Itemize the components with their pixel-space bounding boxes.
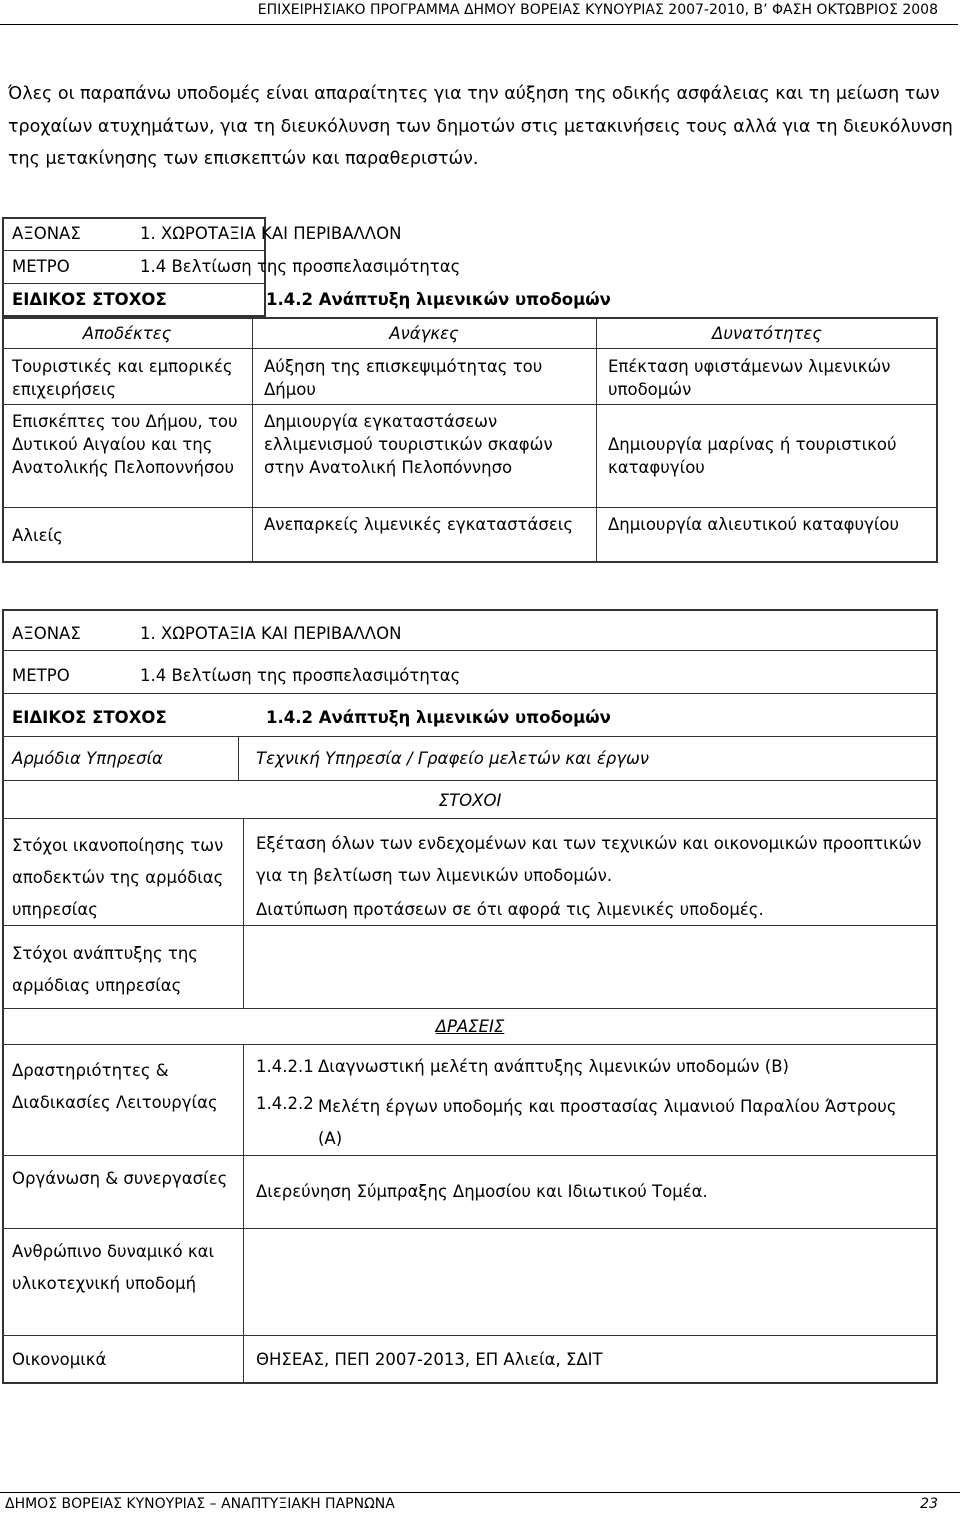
- table-cell: Δημιουργία μαρίνας ή τουριστικού καταφυγίου: [608, 435, 897, 477]
- action1-num: 1.4.2.1: [256, 1057, 314, 1076]
- table-cell: Επισκέπτες του Δήμου, του Δυτικού Αιγαίου και της Ανατολικής Πελοποννήσου: [12, 412, 238, 477]
- table-cell: Τουριστικές και εμπορικές επιχειρήσεις: [12, 357, 233, 399]
- goal-value: 1.4.2 Ανάπτυξη λιμενικών υποδομών: [266, 290, 611, 309]
- service-label: Αρμόδια Υπηρεσία: [12, 749, 163, 768]
- table-cell: Δημιουργία αλιευτικού καταφυγίου: [608, 515, 900, 534]
- page-number: 23: [920, 1496, 938, 1512]
- finance-value: ΘΗΣΕΑΣ, ΠΕΠ 2007-2013, ΕΠ Αλιεία, ΣΔΙΤ: [256, 1350, 603, 1369]
- measure-label: ΜΕΤΡΟ: [12, 257, 70, 276]
- header-divider: [0, 24, 958, 25]
- goals-header: ΣΤΟΧΟΙ: [438, 791, 502, 810]
- footer-divider: [0, 1492, 960, 1493]
- measure-label-2: ΜΕΤΡΟ: [12, 666, 70, 685]
- action1-text: Διαγνωστική μελέτη ανάπτυξης λιμενικών υποδομών (Β): [318, 1057, 789, 1076]
- activities-label: Δραστηριότητες & Διαδικασίες Λειτουργίας: [12, 1061, 218, 1112]
- table-cell: Αύξηση της επισκεψιμότητας του Δήμου: [264, 357, 543, 399]
- finance-label: Οικονομικά: [12, 1350, 107, 1369]
- goal-label-2: ΕΙΔΙΚΟΣ ΣΤΟΧΟΣ: [12, 708, 167, 727]
- table-cell: Αλιείς: [12, 526, 63, 545]
- footer-title: ΔΗΜΟΣ ΒΟΡΕΙΑΣ ΚΥΝΟΥΡΙΑΣ – ΑΝΑΠΤΥΞΙΑΚΗ ΠΑΡΝΩΝΑ: [5, 1496, 395, 1512]
- goal-label: ΕΙΔΙΚΟΣ ΣΤΟΧΟΣ: [12, 290, 167, 309]
- axis-label-2: ΑΞΟΝΑΣ: [12, 624, 81, 643]
- actions-header: ΔΡΑΣΕΙΣ: [435, 1017, 505, 1036]
- measure-value-2: 1.4 Βελτίωση της προσπελασιμότητας: [140, 666, 461, 685]
- goal1-text-2: Διατύπωση προτάσεων σε ότι αφορά τις λιμενικές υποδομές.: [256, 900, 764, 919]
- resources-label: Ανθρώπινο δυναμικό και υλικοτεχνική υποδομή: [12, 1242, 215, 1293]
- intro-paragraph: Όλες οι παραπάνω υποδομές είναι απαραίτητες για την αύξηση της οδικής ασφάλειας και τη μείωση των τροχαίων ατυχημάτων, για τη διευκόλυνση των δημοτών στις μετακινήσεις τους αλλά για τη διευκόλυνση της μετακίνησης των επισκεπτών και παραθεριστών.: [8, 84, 953, 169]
- service-value: Τεχνική Υπηρεσία / Γραφείο μελετών και έργων: [256, 749, 650, 768]
- axis-label: ΑΞΟΝΑΣ: [12, 224, 81, 243]
- goal1-text: Εξέταση όλων των ενδεχομένων και των τεχνικών και οικονομικών προοπτικών για τη βελτίωση των λιμενικών υποδομών.: [256, 834, 922, 885]
- action2-text: Μελέτη έργων υποδομής και προστασίας λιμανιού Παραλίου Άστρους (Α): [318, 1097, 897, 1148]
- col-header-capabilities: Δυνατότητες: [712, 324, 822, 343]
- goal-value-2: 1.4.2 Ανάπτυξη λιμενικών υποδομών: [266, 708, 611, 727]
- axis-value-2: 1. ΧΩΡΟΤΑΞΙΑ ΚΑΙ ΠΕΡΙΒΑΛΛΟΝ: [140, 624, 402, 643]
- cooperation-label: Οργάνωση & συνεργασίες: [12, 1169, 228, 1188]
- cooperation-value: Διερεύνηση Σύμπραξης Δημοσίου και Ιδιωτικού Τομέα.: [256, 1182, 708, 1201]
- table-cell: Επέκταση υφιστάμενων λιμενικών υποδομών: [608, 357, 891, 399]
- table-cell: Δημιουργία εγκαταστάσεων ελλιμενισμού τουριστικών σκαφών στην Ανατολική Πελοπόννησο: [264, 412, 553, 477]
- col-header-needs: Ανάγκες: [389, 324, 459, 343]
- col-header-recipients: Αποδέκτες: [82, 324, 172, 343]
- table-cell: Ανεπαρκείς λιμενικές εγκαταστάσεις: [264, 515, 574, 534]
- action2-num: 1.4.2.2: [256, 1094, 314, 1113]
- goal1-label: Στόχοι ικανοποίησης των αποδεκτών της αρμόδιας υπηρεσίας: [12, 836, 224, 919]
- measure-value: 1.4 Βελτίωση της προσπελασιμότητας: [140, 257, 461, 276]
- page-header: ΕΠΙΧΕΙΡΗΣΙΑΚΟ ΠΡΟΓΡΑΜΜΑ ΔΗΜΟΥ ΒΟΡΕΙΑΣ ΚΥΝΟΥΡΙΑΣ 2007-2010, Β’ ΦΑΣΗ ΟΚΤΩΒΡΙΟΣ 2008: [257, 2, 938, 18]
- axis-value: 1. ΧΩΡΟΤΑΞΙΑ ΚΑΙ ΠΕΡΙΒΑΛΛΟΝ: [140, 224, 402, 243]
- goal2-label: Στόχοι ανάπτυξης της αρμόδιας υπηρεσίας: [12, 944, 198, 995]
